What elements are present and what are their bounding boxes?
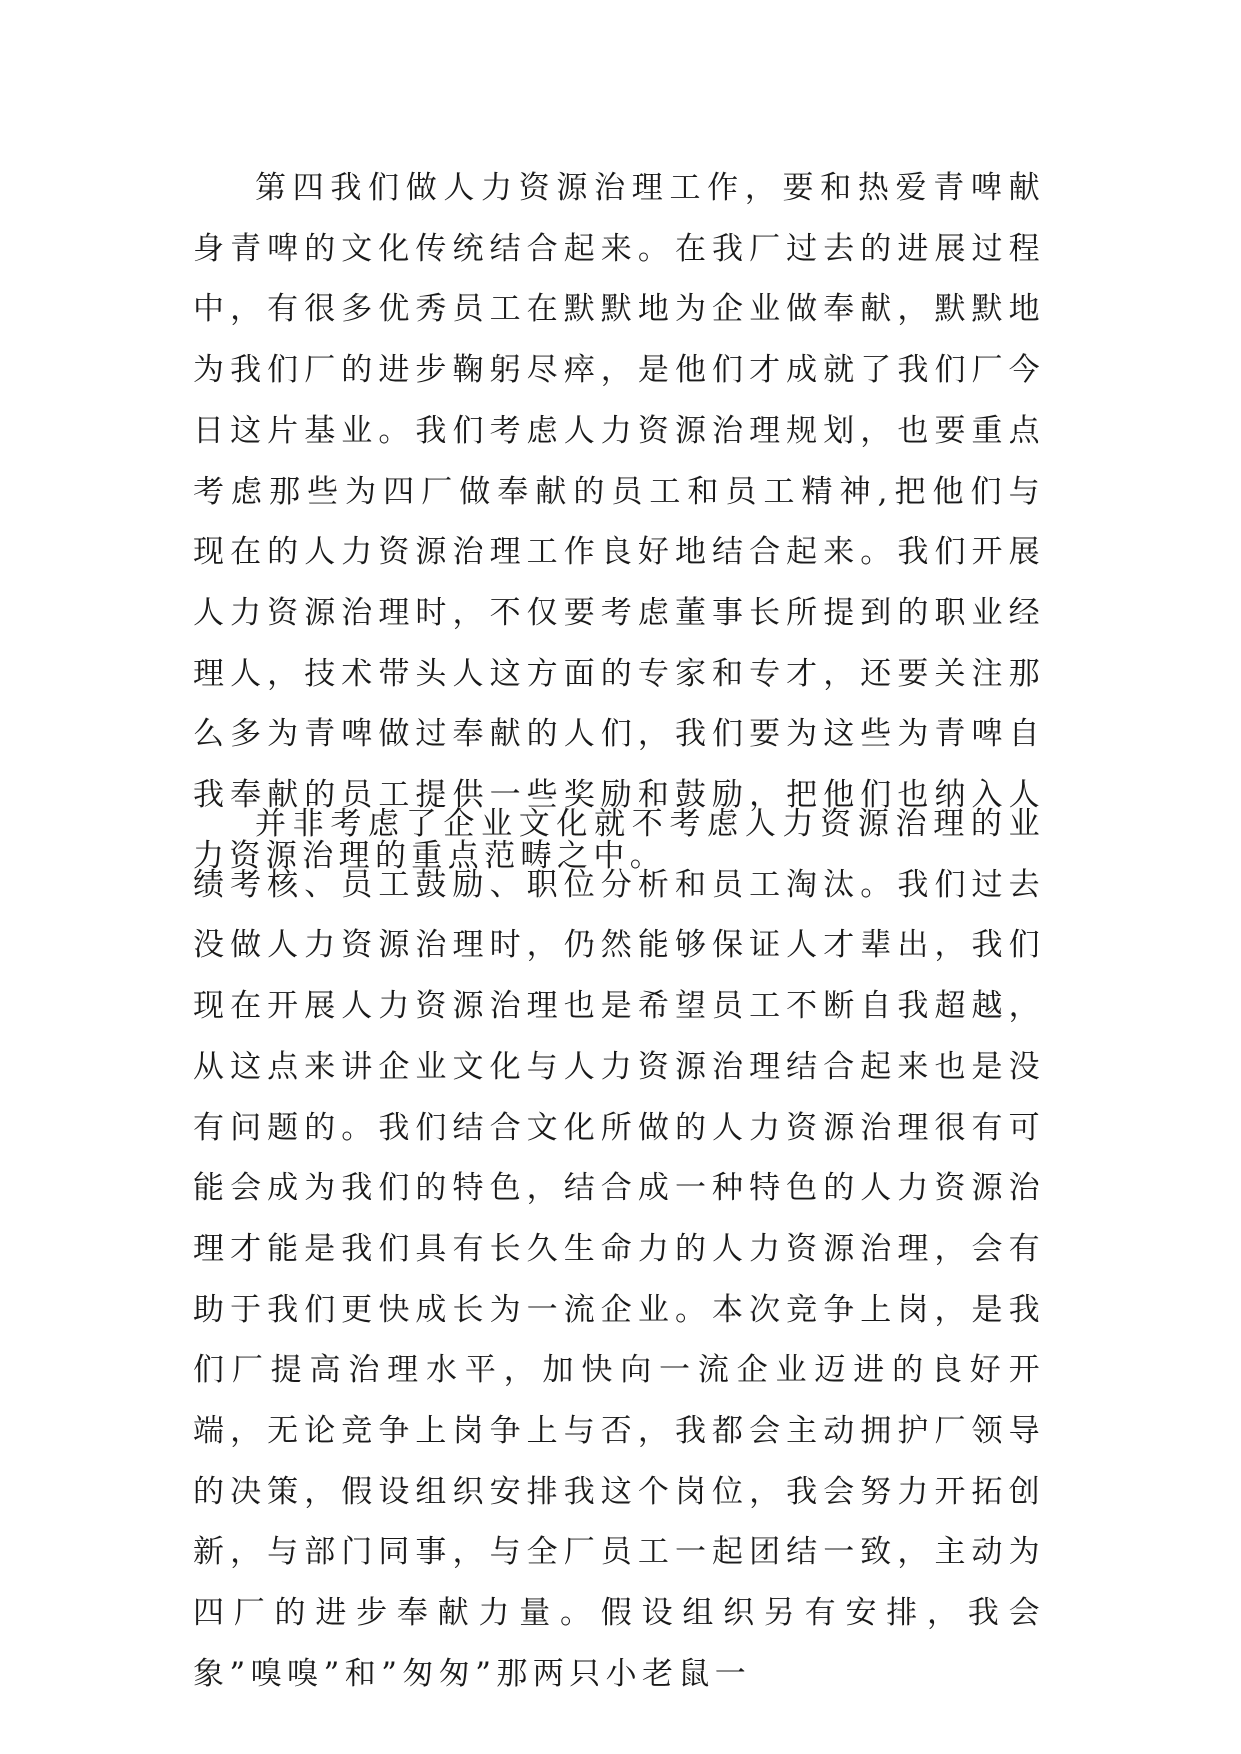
paragraph-1-block — [193, 158, 1045, 886]
paragraph-2-block — [193, 794, 1045, 1705]
paragraph-2: 并非考虑了企业文化就不考虑人力资源治理的业绩考核、员工鼓励、职位分析和员工淘汰。我们过去没做人力资源治理时，仍然能够保证人才辈出，我们现在开展人力资源治理也是希望员工不断自我超越，从这点来讲企业文化与人力资源治理结合起来也是没有问题的。我们结合文化所做的人力资源治理很有可能会成为我们的特色，结合成一种特色的人力资源治理才能是我们具有长久生命力的人力资源治理，会有助于我们更快成长为一流企业。本次竞争上岗，是我们厂提高治理水平，加快向一流企业迈进的良好开端，无论竞争上岗争上与否，我都会主动拥护厂领导的决策，假设组织安排我这个岗位，我会努力开拓创新，与部门同事，与全厂员工一起团结一致，主动为四厂的进步奉献力量。假设组织另有安排，我会象”嗅嗅”和”匆匆”那两只小老鼠一 — [193, 806, 1045, 1692]
paragraph-1: 第四我们做人力资源治理工作，要和热爱青啤献身青啤的文化传统结合起来。在我厂过去的进展过程中，有很多优秀员工在默默地为企业做奉献，默默地为我们厂的进步鞠躬尽瘁，是他们才成就了我们厂今日这片基业。我们考虑人力资源治理规划，也要重点考虑那些为四厂做奉献的员工和员工精神,把他们与现在的人力资源治理工作良好地结合起来。我们开展人力资源治理时，不仅要考虑董事长所提到的职业经理人，技术带头人这方面的专家和专才，还要关注那么多为青啤做过奉献的人们，我们要为这些为青啤自我奉献的员工提供一些奖励和鼓励，把他们也纳入人力资源治理的重点范畴之中。 — [193, 170, 1045, 874]
